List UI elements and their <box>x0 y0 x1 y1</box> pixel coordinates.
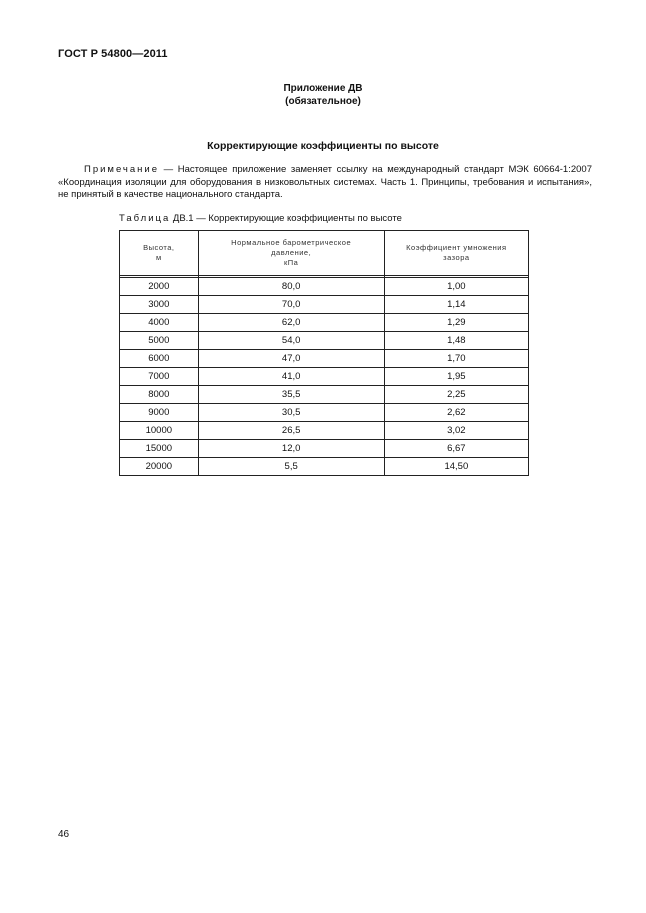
table-header-row <box>120 231 529 276</box>
note-text: — Настоящее приложение заменяет ссылку на международный стандарт МЭК 60664-1:2007 «Координация изоляции для оборудования в низковольтных системах. Часть 1. Принципы, требования и испытания», не принятый в качестве национального стандарта. <box>58 164 592 200</box>
cell-pressure: 26,5 <box>198 422 384 440</box>
cell-altitude: 5000 <box>120 332 199 350</box>
cell-factor: 1,00 <box>384 278 528 296</box>
cell-pressure: 5,5 <box>198 458 384 476</box>
header-altitude: Высота, м <box>120 231 199 276</box>
cell-altitude: 3000 <box>120 296 199 314</box>
cell-altitude: 6000 <box>120 350 199 368</box>
cell-factor: 6,67 <box>384 440 528 458</box>
table-row <box>120 386 529 404</box>
cell-pressure: 41,0 <box>198 368 384 386</box>
table-row <box>120 422 529 440</box>
table-caption-text: ДВ.1 — Корректирующие коэффициенты по высоте <box>170 213 402 224</box>
annex-status: (обязательное) <box>285 96 361 107</box>
cell-altitude: 2000 <box>120 278 199 296</box>
table-body <box>120 276 529 476</box>
table-row <box>120 332 529 350</box>
cell-pressure: 12,0 <box>198 440 384 458</box>
cell-altitude: 8000 <box>120 386 199 404</box>
table-row <box>120 350 529 368</box>
cell-factor: 1,14 <box>384 296 528 314</box>
table-row <box>120 314 529 332</box>
cell-pressure: 30,5 <box>198 404 384 422</box>
cell-factor: 1,95 <box>384 368 528 386</box>
cell-pressure: 54,0 <box>198 332 384 350</box>
cell-factor: 1,29 <box>384 314 528 332</box>
table-row <box>120 296 529 314</box>
cell-pressure: 35,5 <box>198 386 384 404</box>
table-caption <box>119 213 402 224</box>
cell-altitude: 10000 <box>120 422 199 440</box>
annex-title: Приложение ДВ <box>283 83 363 94</box>
note-label: Примечание <box>84 164 159 175</box>
table-row <box>120 458 529 476</box>
cell-pressure: 47,0 <box>198 350 384 368</box>
cell-altitude: 7000 <box>120 368 199 386</box>
table-row <box>120 278 529 296</box>
annex-heading <box>0 82 646 108</box>
table-row <box>120 440 529 458</box>
page-number: 46 <box>58 829 70 840</box>
cell-factor: 2,25 <box>384 386 528 404</box>
cell-altitude: 4000 <box>120 314 199 332</box>
table-row <box>120 404 529 422</box>
cell-altitude: 15000 <box>120 440 199 458</box>
header-factor: Коэффициент умножения зазора <box>384 231 528 276</box>
cell-altitude: 9000 <box>120 404 199 422</box>
cell-altitude: 20000 <box>120 458 199 476</box>
table-caption-label: Таблица <box>119 213 171 224</box>
section-title: Корректирующие коэффициенты по высоте <box>207 140 439 152</box>
header-pressure: Нормальное барометрическое давление, кПа <box>198 231 384 276</box>
cell-factor: 1,48 <box>384 332 528 350</box>
cell-factor: 2,62 <box>384 404 528 422</box>
correction-factors-table <box>119 230 529 476</box>
cell-factor: 14,50 <box>384 458 528 476</box>
cell-pressure: 62,0 <box>198 314 384 332</box>
cell-factor: 3,02 <box>384 422 528 440</box>
note-paragraph <box>58 164 592 202</box>
cell-factor: 1,70 <box>384 350 528 368</box>
cell-pressure: 70,0 <box>198 296 384 314</box>
table-row <box>120 368 529 386</box>
document-code: ГОСТ Р 54800—2011 <box>58 48 168 60</box>
cell-pressure: 80,0 <box>198 278 384 296</box>
